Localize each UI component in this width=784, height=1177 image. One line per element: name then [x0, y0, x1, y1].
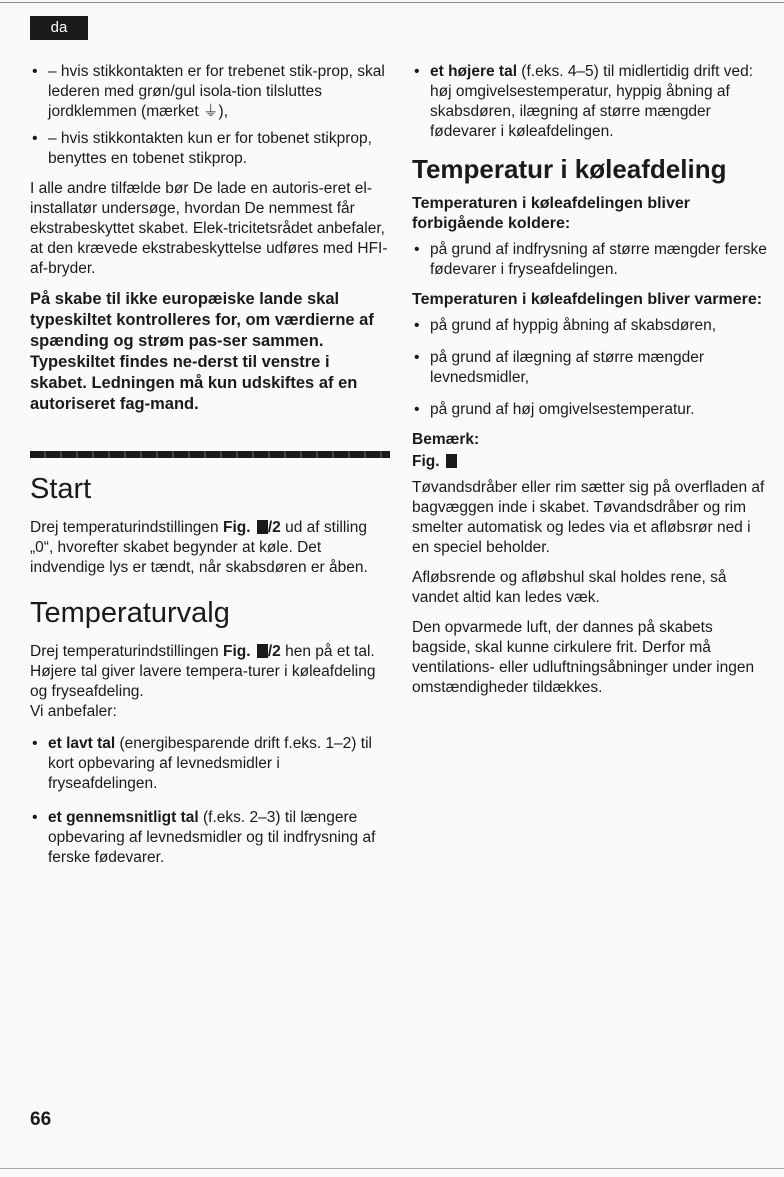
- recommend-bullets-cont: [412, 62, 768, 142]
- section-divider: [30, 451, 390, 458]
- figure-number-icon: [446, 454, 457, 468]
- list-item: • på grund af høj omgivelsestemperatur.: [412, 400, 768, 420]
- list-item: • – hvis stikkontakten kun er for tobenet stikprop, benyttes en tobenet stikprop.: [30, 129, 390, 169]
- figure-number-icon: [257, 520, 268, 534]
- figure-reference: Fig. /2: [222, 519, 281, 536]
- warmer-subheading: Temperaturen i køleafdelingen bliver varmere:: [412, 291, 763, 308]
- note-figure-reference: Fig.: [412, 452, 768, 472]
- temperaturvalg-paragraph: Drej temperaturindstillingen Fig. /2 hen på et tal. Højere tal giver lavere tempera-turer i køleafdeling og fryseafdeling.: [30, 643, 376, 700]
- general-paragraph: I alle andre tilfælde bør De lade en autoris-eret el-installatør undersøge, hvordan De nemmest får ekstrabeskyttet skabet. Elek-tricitetsrådet anbefaler, at den krævede ekstrabeskyttelse udføres med HFI-af-bryder.: [30, 180, 388, 277]
- list-item: • et gennemsnitligt tal (f.eks. 2–3) til længere opbevaring af levnedsmidler og til indfrysning af ferske fødevarer.: [30, 808, 390, 868]
- start-paragraph: Drej temperaturindstillingen Fig. /2 ud af stilling „0“, hvorefter skabet begynder at køle. Det indvendige lys er tændt, når skabsdøren er åben.: [30, 519, 368, 576]
- colder-bullets: [412, 240, 768, 280]
- temperature-heading: Temperatur i køleafdeling: [412, 154, 727, 184]
- note-paragraph: Afløbsrende og afløbshul skal holdes rene, så vandet altid kan ledes væk.: [412, 569, 727, 606]
- language-badge: da: [30, 16, 88, 40]
- list-item: • på grund af hyppig åbning af skabsdøren,: [412, 316, 768, 336]
- list-item: • på grund af ilægning af større mængder levnedsmidler,: [412, 348, 768, 388]
- recommend-line: Vi anbefaler:: [30, 703, 117, 720]
- top-rule: [0, 2, 784, 3]
- page-number: 66: [30, 1109, 52, 1130]
- recommend-bullets: [30, 734, 390, 868]
- note-paragraph: Den opvarmede luft, der dannes på skabets bagside, skal kunne cirkulere frit. Derfor må ventilations- eller udluftningsåbninger under ingen omstændigheder tildækkes.: [412, 619, 755, 696]
- note-title: Bemærk:: [412, 431, 480, 448]
- colder-subheading: Temperaturen i køleafdelingen bliver forbigående koldere:: [412, 195, 690, 232]
- temperaturvalg-heading: Temperaturvalg: [30, 597, 230, 629]
- figure-reference: Fig. /2: [222, 643, 281, 660]
- list-item: • på grund af indfrysning af større mængder ferske fødevarer i fryseafdelingen.: [412, 240, 768, 280]
- socket-bullets: [30, 62, 390, 169]
- list-item: • et lavt tal (energibesparende drift f.eks. 1–2) til kort opbevaring af levnedsmidler i fryseafdelingen.: [30, 734, 390, 794]
- right-column: [412, 62, 768, 708]
- warmer-bullets: [412, 316, 768, 420]
- bottom-rule: [0, 1168, 784, 1169]
- note-paragraph: Tøvandsdråber eller rim sætter sig på overfladen af bagvæggen inde i skabet. Tøvandsdråber og rim smelter automatisk og ledes via et afløbsrør ned i en speciel beholder.: [412, 479, 765, 556]
- list-item: • – hvis stikkontakten er for trebenet stik-prop, skal lederen med grøn/gul isola-tion tilsluttes jordklemmen (mærket ⏚),: [30, 62, 390, 122]
- figure-number-icon: [257, 644, 268, 658]
- start-heading: Start: [30, 473, 92, 505]
- left-column: [30, 62, 390, 878]
- list-item: • et højere tal (f.eks. 4–5) til midlertidig drift ved: høj omgivelsestemperatur, hyppig åbning af skabsdøren, ilægning af større mængder fødevarer i køleafdelingen.: [412, 62, 768, 142]
- warning-paragraph: På skabe til ikke europæiske lande skal typeskiltet kontrolleres for, om værdierne af spænding og strøm pas-ser sammen. Typeskiltet findes ne-derst til venstre i skabet. Ledningen må kun udskiftes af en autoriseret fag-mand.: [30, 290, 374, 413]
